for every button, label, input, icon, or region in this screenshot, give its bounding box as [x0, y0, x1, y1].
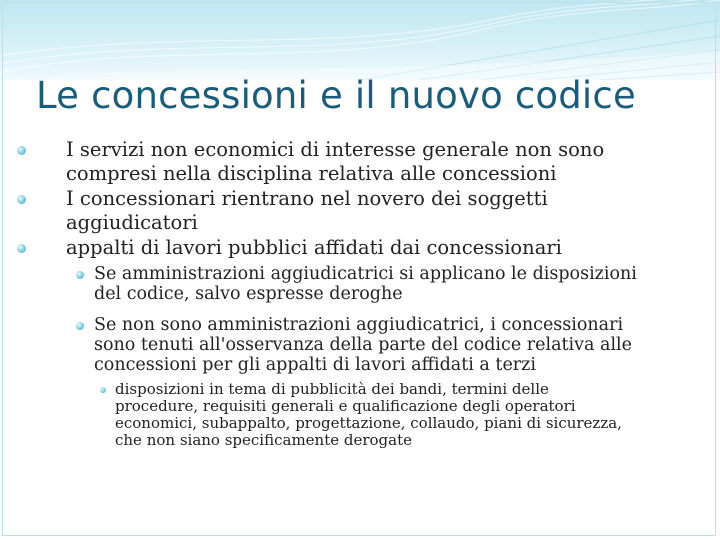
bullet-text-line: economici, subappalto, progettazione, collaudo, piani di sicurezza,	[115, 414, 622, 432]
bullet-dot-icon	[76, 271, 84, 279]
decorative-header-band	[0, 0, 720, 80]
bullet-text-line: Se amministrazioni aggiudicatrici si applicano le disposizioni	[94, 264, 637, 284]
slide-title: Le concessioni e il nuovo codice	[36, 74, 636, 117]
bullet-dot-icon	[17, 244, 26, 253]
bullet-dot-icon	[76, 322, 84, 330]
bullet-text-line: procedure, requisiti generali e qualificazione degli operatori	[115, 397, 576, 415]
bullet-text-line: concessioni per gli appalti di lavori affidati a terzi	[94, 355, 536, 375]
bullet-dot-icon	[100, 387, 106, 393]
bullet-text-line: aggiudicatori	[66, 211, 198, 234]
bullet-text-line: sono tenuti all'osservanza della parte del codice relativa alle	[94, 335, 632, 355]
bullet-text-line: I servizi non economici di interesse generale non sono	[66, 138, 605, 161]
bullet-text-line: compresi nella disciplina relativa alle concessioni	[66, 162, 557, 185]
wave-pattern-icon	[0, 0, 720, 80]
bullet-dot-icon	[17, 195, 26, 204]
bullet-text-line: del codice, salvo espresse deroghe	[94, 284, 403, 304]
bullet-text-line: I concessionari rientrano nel novero dei soggetti	[66, 187, 548, 210]
bullet-dot-icon	[17, 146, 26, 155]
bullet-text-line: disposizioni in tema di pubblicità dei bandi, termini delle	[115, 380, 549, 398]
bullet-text-line: appalti di lavori pubblici affidati dai concessionari	[66, 236, 562, 259]
bullet-text-line: che non siano specificamente derogate	[115, 431, 413, 449]
bullet-text-line: Se non sono amministrazioni aggiudicatrici, i concessionari	[94, 315, 624, 335]
